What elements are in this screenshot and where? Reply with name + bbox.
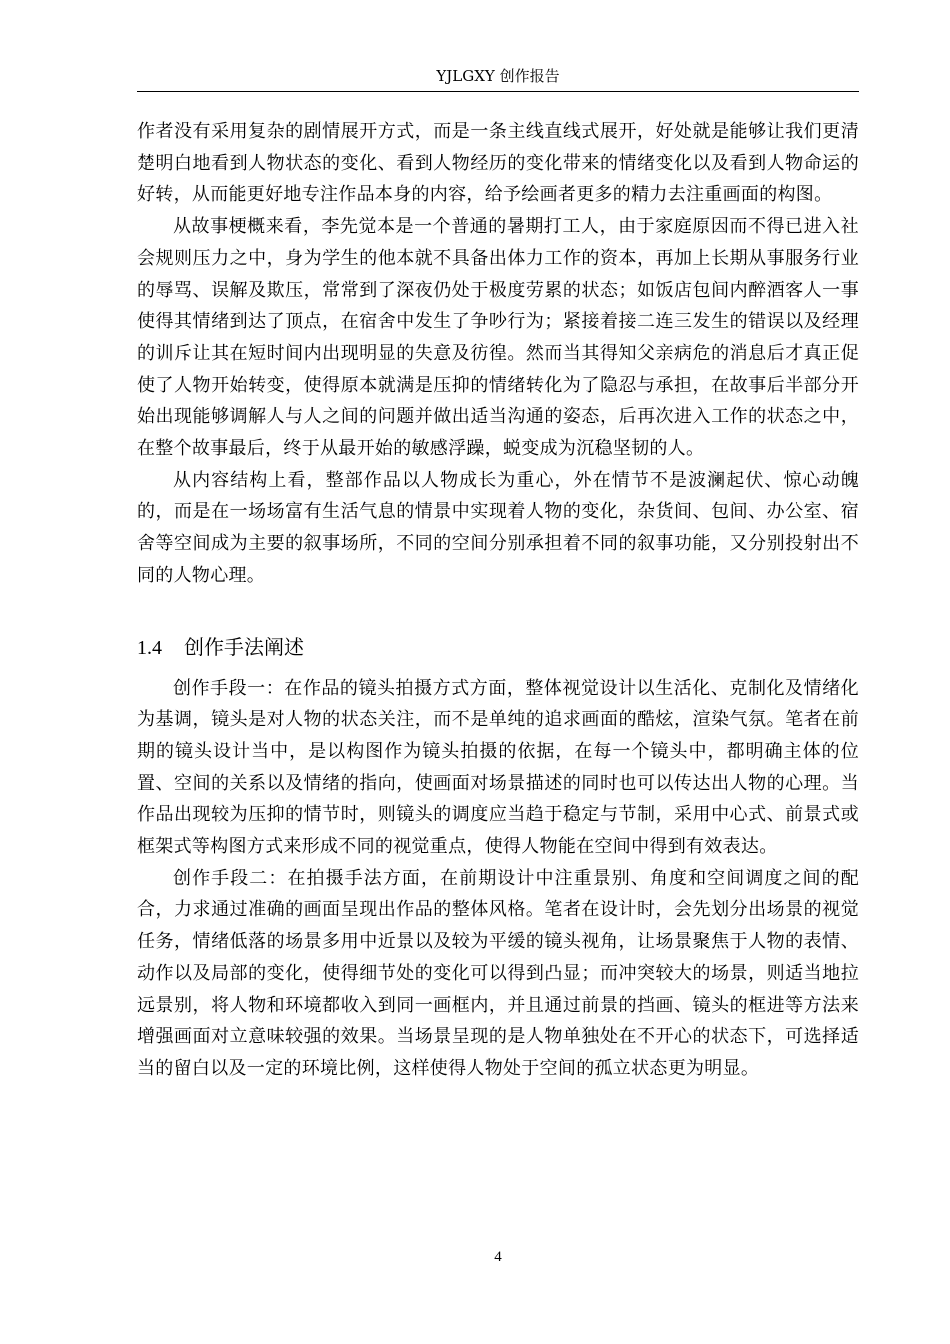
page-number: 4 xyxy=(494,1249,502,1265)
section-number: 1.4 xyxy=(137,636,162,659)
section-heading xyxy=(137,632,859,663)
header-divider xyxy=(137,91,859,92)
body-paragraph: 从内容结构上看，整部作品以人物成长为重心，外在情节不是波澜起伏、惊心动魄的，而是在一场场富有生活气息的情景中实现着人物的变化，杂货间、包间、办公室、宿舍等空间成为主要的叙事场所，不同的空间分别承担着不同的叙事功能，又分别投射出不同的人物心理。 xyxy=(137,469,859,586)
page-body xyxy=(137,116,859,1085)
running-header: YJLGXY 创作报告 xyxy=(436,67,560,85)
section-title: 创作手法阐述 xyxy=(184,634,304,659)
body-paragraph: 从故事梗概来看，李先觉本是一个普通的暑期打工人，由于家庭原因而不得已进入社会规则压力之中，身为学生的他本就不具备出体力工作的资本，再加上长期从事服务行业的辱骂、误解及欺压，常常到了深夜仍处于极度劳累的状态；如饭店包间内醉酒客人一事使得其情绪到达了顶点，在宿舍中发生了争吵行为；紧接着接二连三发生的错误以及经理的训斥让其在短时间内出现明显的失意及彷徨。然而当其得知父亲病危的消息后才真正促使了人物开始转变，使得原本就满是压抑的情绪转化为了隐忍与承担，在故事后半部分开始出现能够调解人与人之间的问题并做出适当沟通的姿态，后再次进入工作的状态之中，在整个故事最后，终于从最开始的敏感浮躁，蜕变成为沉稳坚韧的人。 xyxy=(137,216,859,460)
body-paragraph: 作者没有采用复杂的剧情展开方式，而是一条主线直线式展开，好处就是能够让我们更清楚明白地看到人物状态的变化、看到人物经历的变化带来的情绪变化以及看到人物命运的好转，从而能更好地专注作品本身的内容，给予绘画者更多的精力去注重画面的构图。 xyxy=(137,121,859,206)
body-paragraph: 创作手段一：在作品的镜头拍摄方式方面，整体视觉设计以生活化、克制化及情绪化为基调，镜头是对人物的状态关注，而不是单纯的追求画面的酷炫，渲染气氛。笔者在前期的镜头设计当中，是以构图作为镜头拍摄的依据，在每一个镜头中，都明确主体的位置、空间的关系以及情绪的指向，使画面对场景描述的同时也可以传达出人物的心理。当作品出现较为压抑的情节时，则镜头的调度应当趋于稳定与节制，采用中心式、前景式或框架式等构图方式来形成不同的视觉重点，使得人物能在空间中得到有效表达。 xyxy=(137,677,859,858)
body-paragraph: 创作手段二：在拍摄手法方面，在前期设计中注重景别、角度和空间调度之间的配合，力求通过准确的画面呈现出作品的整体风格。笔者在设计时，会先划分出场景的视觉任务，情绪低落的场景多用中近景以及较为平缓的镜头视角，让场景聚焦于人物的表情、动作以及局部的变化，使得细节处的变化可以得到凸显；而冲突较大的场景，则适当地拉远景别，将人物和环境都收入到同一画框内，并且通过前景的挡画、镜头的框进等方法来增强画面对立意味较强的效果。当场景呈现的是人物单独处在不开心的状态下，可选择适当的留白以及一定的环境比例，这样使得人物处于空间的孤立状态更为明显。 xyxy=(137,867,859,1079)
